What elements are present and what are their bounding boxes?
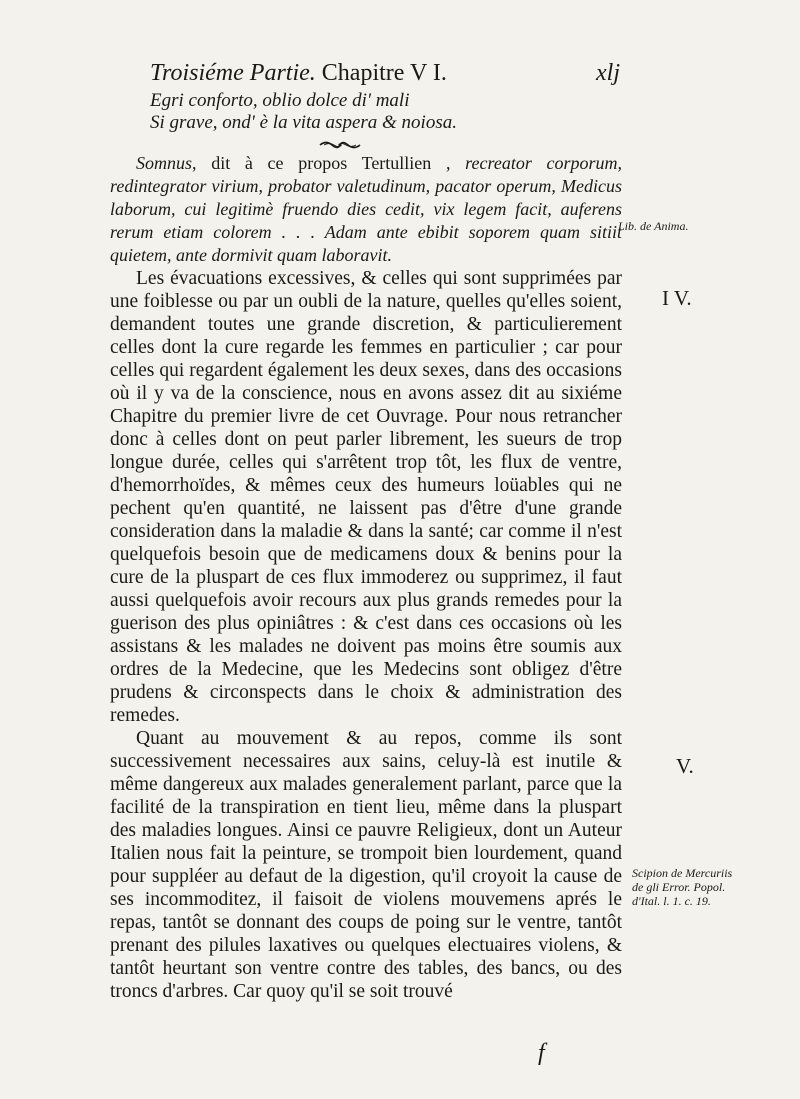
- margin-number-v: V.: [676, 754, 694, 778]
- margin-note-scipion-line-2: de gli Error. Popol.: [632, 880, 726, 894]
- running-head: [150, 60, 620, 90]
- part-title: Troisiéme Partie.: [150, 60, 316, 86]
- verse-line-2: Si grave, ond' è la vita aspera & noiosa.: [150, 112, 457, 133]
- quote-lead: Somnus: [136, 153, 193, 173]
- margin-number-iv: I V.: [662, 286, 692, 310]
- margin-note-anima: Lib. de Anima.: [618, 219, 689, 233]
- margin-note-scipion: [632, 866, 732, 908]
- paragraph-iv: Les évacuations excessives, & celles qui sont supprimées par une foiblesse ou par un oubli de la nature, quelles qu'elles soient, demandent toutes une grande discretion, & particulierement celles dont la cure regarde les femmes en particulier ; car pour celles qui regardent également les deux sexes, dans des occasions où il y va de la conscience, nous en avons assez dit au sixiéme Chapitre du premier livre de cet Ouvrage. Pour nous retrancher donc à celles dont on peut parler librement, les sueurs de trop longue durée, celles qui s'arrêtent trop tôt, les flux de ventre, d'hemorrhoïdes, & mêmes ceux des humeurs loüables qui ne pechent qu'en quantité, ne laissent pas d'être d'une grande consideration dans la maladie & dans la santé; car comme il n'est quelquefois besoin que de medicamens doux & benins pour la cure de la pluspart de ces flux immoderez ou supprimez, il faut aussi quelquefois avoir recours aux plus grands remedes pour la guerison des plus opiniâtres : & c'est dans ces occasions où les assistans & les malades ne doivent pas moins être soumis aux ordres de la Medecine, que les Medecins sont obligez d'être prudens & circonspects dans le choix & administration des remedes.: [110, 268, 622, 726]
- running-head-title: [150, 60, 447, 87]
- quote-latin: recreator corporum, redintegrator virium, probator valetudinum, pacator operum, Medicus laborum, cui legitimè fruendo dies cedit, vix legem facit, auferens rerum etiam colorem . . . Adam ante ebibit soporem quam sitiit quietem, ante dormivit quam laboravit.: [110, 153, 623, 265]
- margin-note-scipion-line-3: d'Ital. l. 1. c. 19.: [632, 894, 711, 908]
- quote-intro: , dit à ce propos Tertullien ,: [192, 153, 466, 173]
- verse-line-1: Egri conforto, oblio dolce di' mali: [150, 90, 410, 111]
- ornament-icon: [318, 140, 362, 150]
- margin-note-scipion-line-1: Scipion de Mercuriis: [632, 866, 733, 880]
- folio-number: xlj: [596, 60, 620, 86]
- chapter-title: Chapitre V I.: [321, 60, 447, 86]
- signature-mark: f: [538, 1040, 545, 1066]
- italian-verse: [150, 90, 610, 134]
- main-text: [110, 152, 622, 1003]
- tertullian-quote: [110, 152, 622, 267]
- paragraph-v: Quant au mouvement & au repos, comme ils sont successivement necessaires aux sains, celuy-là est inutile & même dangereux aux malades generalement parlant, parce que la facilité de la transpiration en tient lieu, même dans la pluspart des maladies longues. Ainsi ce pauvre Religieux, dont un Auteur Italien nous fait la peinture, se trompoit bien lourdement, quand pour suppléer au defaut de la digestion, qu'il croyoit la cause de ses incommoditez, il faisoit de violens mouvemens aprés le repas, tantôt se donnant des coups de poing sur le ventre, tantôt prenant des pilules laxatives ou quelques electuaires violens, & tantôt heurtant son ventre contre des tables, des bancs, ou des troncs d'arbres. Car quoy qu'il se soit trouvé: [110, 728, 622, 1002]
